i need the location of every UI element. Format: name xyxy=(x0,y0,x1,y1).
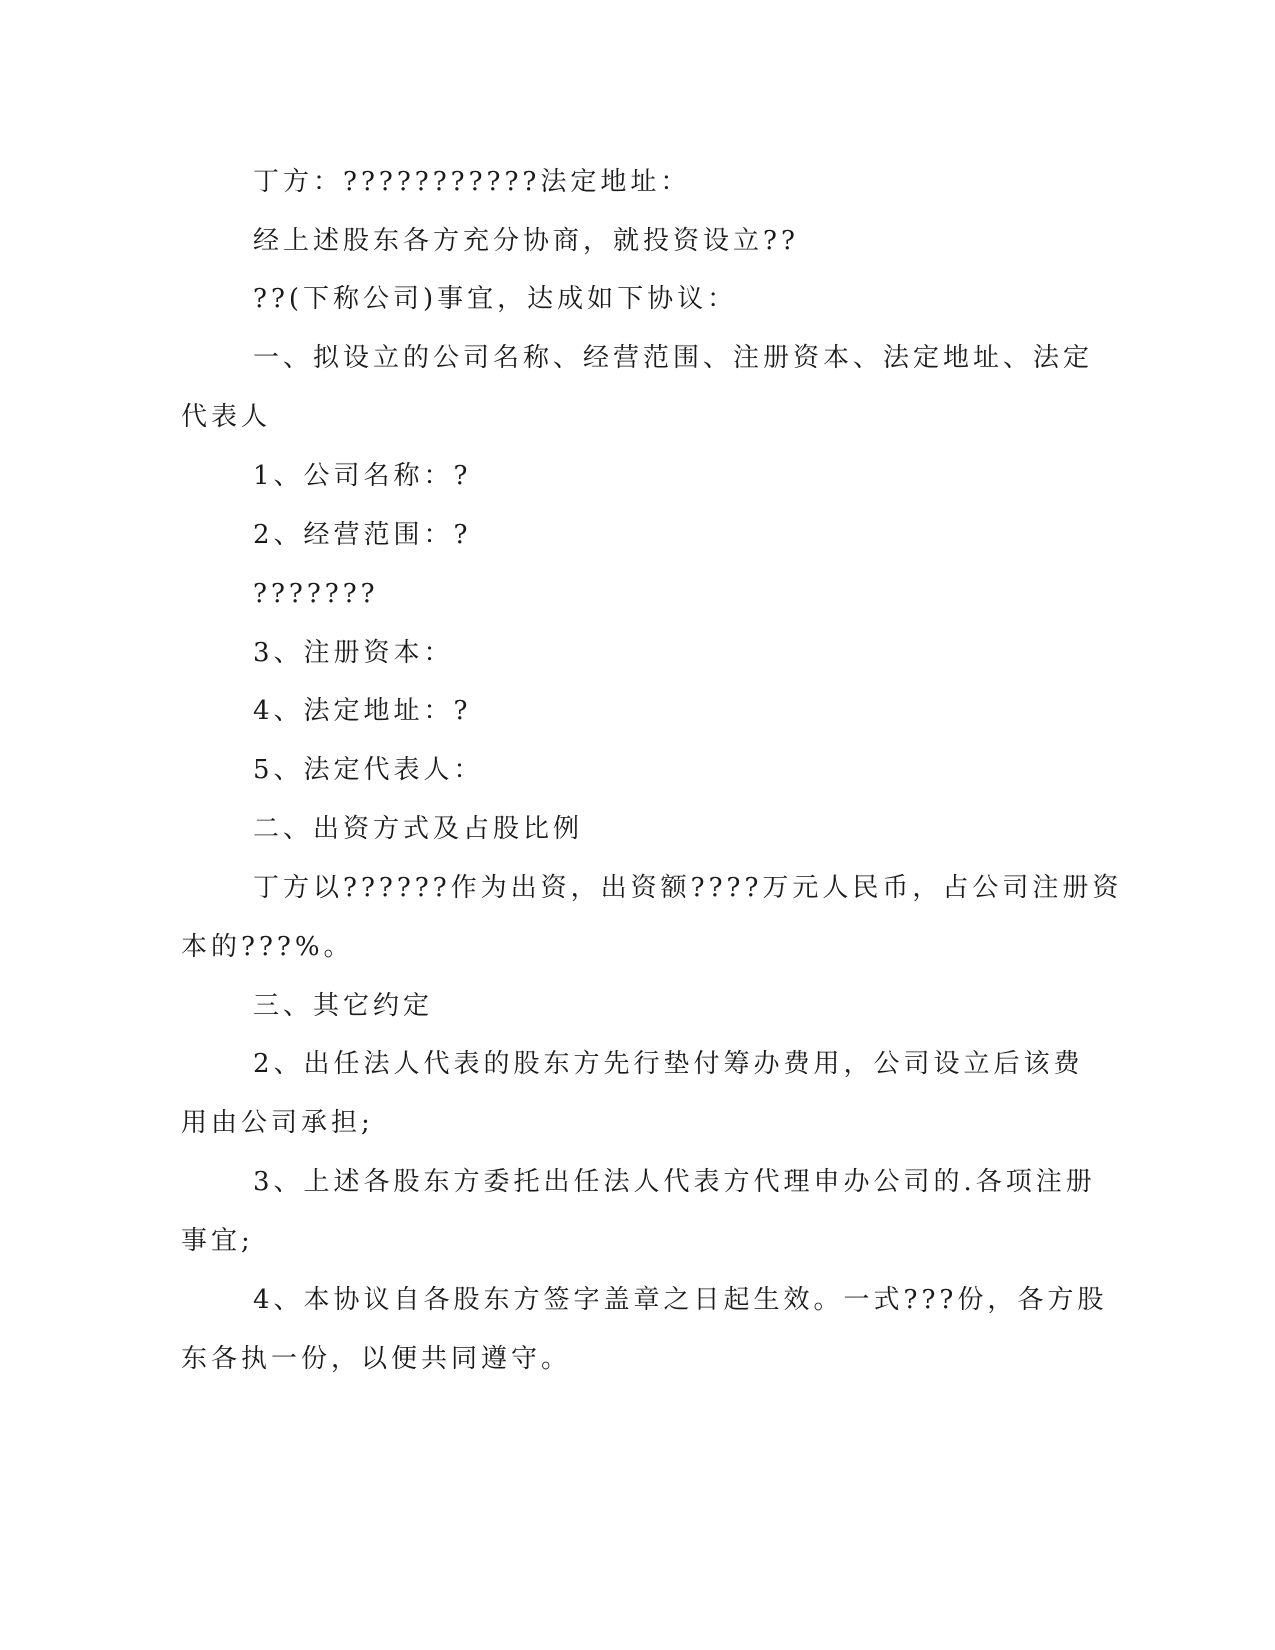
intro-line-1: 经上述股东各方充分协商，就投资设立?? xyxy=(253,226,799,256)
business-scope-item: 2、经营范围：? xyxy=(253,520,472,550)
clause-4-cont: 东各执一份，以便共同遵守。 xyxy=(181,1344,572,1374)
intro-line-2: ??(下称公司)事宜，达成如下协议： xyxy=(253,284,738,314)
section-1-heading: 一、拟设立的公司名称、经营范围、注册资本、法定地址、法定 xyxy=(253,343,1094,373)
clause-2: 2、出任法人代表的股东方先行垫付筹办费用，公司设立后该费 xyxy=(253,1049,1084,1079)
clause-4: 4、本协议自各股东方签字盖章之日起生效。一式???份，各方股 xyxy=(253,1285,1108,1315)
company-name-item: 1、公司名称：? xyxy=(253,461,472,491)
section-3-heading: 三、其它约定 xyxy=(253,991,434,1021)
contribution-paragraph-cont: 本的???%。 xyxy=(181,932,354,962)
contribution-paragraph: 丁方以??????作为出资，出资额????万元人民币，占公司注册资 xyxy=(253,873,1123,903)
party-d-line: 丁方：???????????法定地址： xyxy=(253,167,691,197)
clause-3: 3、上述各股东方委托出任法人代表方代理申办公司的.各项注册 xyxy=(253,1167,1096,1197)
section-2-heading: 二、出资方式及占股比例 xyxy=(253,814,584,844)
legal-address-item: 4、法定地址：? xyxy=(253,696,472,726)
legal-representative-item: 5、法定代表人： xyxy=(253,755,484,785)
registered-capital-item: 3、注册资本： xyxy=(253,638,454,668)
clause-2-cont: 用由公司承担; xyxy=(181,1108,374,1138)
section-1-heading-cont: 代表人 xyxy=(181,402,272,432)
business-scope-value: ??????? xyxy=(253,579,379,609)
clause-3-cont: 事宜; xyxy=(181,1226,254,1256)
